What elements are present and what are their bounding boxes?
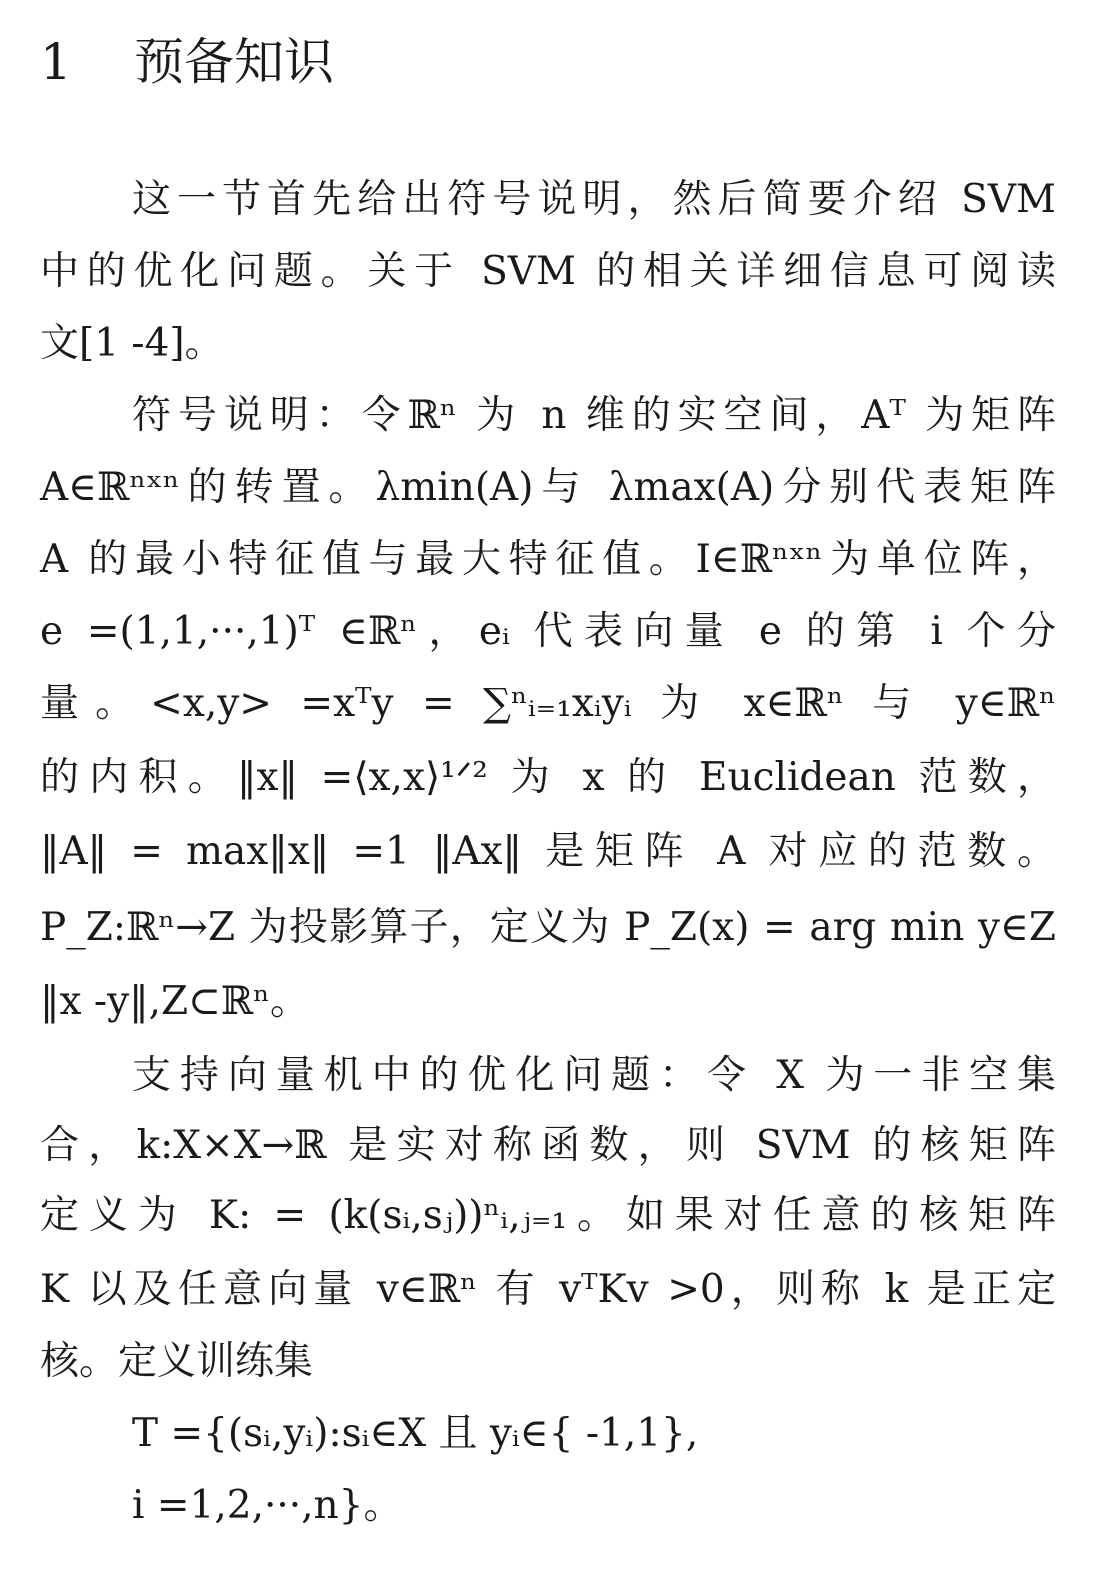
section-title: 预备知识 bbox=[134, 33, 334, 91]
paragraph-line: K 以及任意向量 v∈ℝⁿ 有 vᵀKv >0，则称 k 是正定 bbox=[40, 1267, 1056, 1312]
paragraph-line: ‖x -y‖,Z⊂ℝⁿ。 bbox=[40, 979, 310, 1024]
paragraph-line: e =(1,1,···,1)ᵀ ∈ℝⁿ，eᵢ 代表向量 e 的第 i 个分 bbox=[40, 609, 1056, 654]
section-heading bbox=[40, 22, 334, 102]
section-number: 1 bbox=[40, 33, 72, 91]
paragraph-line: 文[1 -4]。 bbox=[40, 321, 224, 366]
formula-line: T ={(sᵢ,yᵢ):sᵢ∈X 且 yᵢ∈{ -1,1}, bbox=[132, 1411, 699, 1456]
paragraph-line: A∈ℝⁿˣⁿ的转置。λmin(A)与 λmax(A)分别代表矩阵 bbox=[40, 465, 1056, 510]
paragraph-line: 支持向量机中的优化问题：令 X 为一非空集 bbox=[132, 1053, 1056, 1098]
paragraph-line: 符号说明：令ℝⁿ 为 n 维的实空间，Aᵀ 为矩阵 bbox=[132, 393, 1056, 438]
paragraph-line: 这一节首先给出符号说明，然后简要介绍 SVM bbox=[132, 177, 1056, 222]
paragraph-line: 合，k:X×X→ℝ 是实对称函数，则 SVM 的核矩阵 bbox=[40, 1123, 1056, 1168]
paragraph-line: ‖A‖ = max‖x‖ =1 ‖Ax‖ 是矩阵 A 对应的范数。 bbox=[40, 829, 1056, 874]
paragraph-line: P_Z:ℝⁿ→Z 为投影算子，定义为 P_Z(x) = arg min y∈Z bbox=[40, 905, 1056, 950]
paragraph-line: 中的优化问题。关于 SVM 的相关详细信息可阅读 bbox=[40, 249, 1056, 294]
formula-line: i =1,2,···,n}。 bbox=[132, 1483, 403, 1528]
paragraph-line: A 的最小特征值与最大特征值。I∈ℝⁿˣⁿ为单位阵， bbox=[40, 537, 1056, 582]
paragraph-line: 的内积。‖x‖ =⟨x,x⟩¹ᐟ² 为 x 的 Euclidean 范数， bbox=[40, 755, 1056, 800]
paragraph-line: 核。定义训练集 bbox=[40, 1339, 314, 1384]
paragraph-line: 定义为 K: = (k(sᵢ,sⱼ))ⁿᵢ,ⱼ₌₁。如果对任意的核矩阵 bbox=[40, 1193, 1056, 1238]
paragraph-line: 量。<x,y> =xᵀy = ∑ⁿᵢ₌₁xᵢyᵢ 为 x∈ℝⁿ 与 y∈ℝⁿ bbox=[40, 681, 1056, 726]
